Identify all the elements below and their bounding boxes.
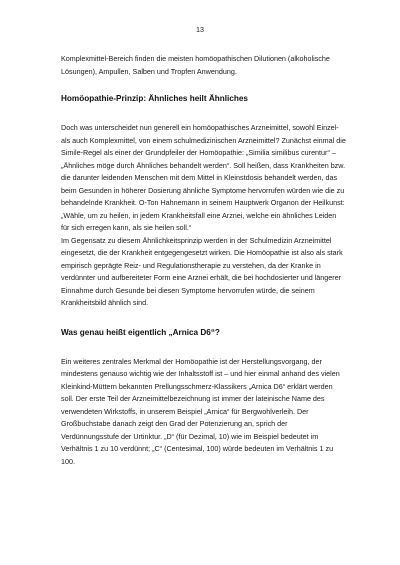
paragraph-principle-1: Doch was unterscheidet nun generell ein homöopathisches Arzneimittel, sowohl Einzel- als auch Komplexmittel, von einem schulmedizinischen Arzneimittel? Zunächst einmal die Simile-Regel als einer der Grundpfeiler der Homöopathie: „Similia similibus curentur“ – „Ähnliches möge durch Ähnliches behandelt werden“. Soll heißen, dass Krankheiten bzw. die darunter leidenden Menschen mit dem Mittel in Kleinstdosis behandelt werden, das beim Gesunden in höherer Dosierung ähnliche Symptome hervorrufen würden wie die zu behandelnde Krankheit. O-Ton Hahnemann in seinem Hauptwerk Organon der Heilkunst: „Wähle, um zu heilen, in jedem Krankheitsfall eine Arznei, welche ein ähnliches Leiden für sich erregen kann, als sie heilen soll.“ <box>61 123 346 232</box>
page-number: 13 <box>196 25 204 34</box>
paragraph-principle-2: Im Gegensatz zu diesem Ähnlichkeitsprinzip werden in der Schulmedizin Arzneimittel eingesetzt, die der Krankheit entgegengesetzt wirken. Die Homöopathie ist also als stark empirisch geprägte Reiz- und Regulationstherapie zu verstehen, da der Kranke in verdünnter und aufbereiteter Form eine Arznei erhält, die bei hochdosierter und längerer Einnahme durch Gesunde bei diesen Symptome hervorrufen würde, die seinem Krankheitsbild ähnlich sind. <box>61 235 343 307</box>
heading-arnica: Was genau heißt eigentlich „Arnica D6“? <box>61 327 220 337</box>
heading-principle: Homöopathie-Prinzip: Ähnliches heilt Ähnliches <box>61 94 248 103</box>
page-content <box>61 53 346 468</box>
paragraph-arnica: Ein weiteres zentrales Merkmal der Homöopathie ist der Herstellungsvorgang, der mindestens genauso wichtig wie der Inhaltsstoff ist – und hier einmal anhand des vielen Kleinkind-Müttern bekannten Prellungsschmerz-Klassikers „Arnica D6“ erklärt werden soll. Der erste Teil der Arzneimittelbezeichnung ist immer der lateinische Name des verwendeten Wirkstoffs, in unserem Beispiel „Arnica“ für Bergwohlverleih. Der Großbuchstabe danach zeigt den Grad der Potenzierung an, sprich der Verdünnungsstufe der Urtinktur. „D“ (für Dezimal, 10) wie im Beispiel bedeutet im Verhältnis 1 zu 10 verdünnt; „C“ (Centesimal, 100) würde bedeuten im Verhältnis 1 zu 100. <box>61 356 340 466</box>
paragraph-intro: Komplexmittel-Bereich finden die meisten homöopathischen Dilutionen (alkoholische Lösungen), Ampullen, Salben und Tropfen Anwendung. <box>61 54 330 76</box>
